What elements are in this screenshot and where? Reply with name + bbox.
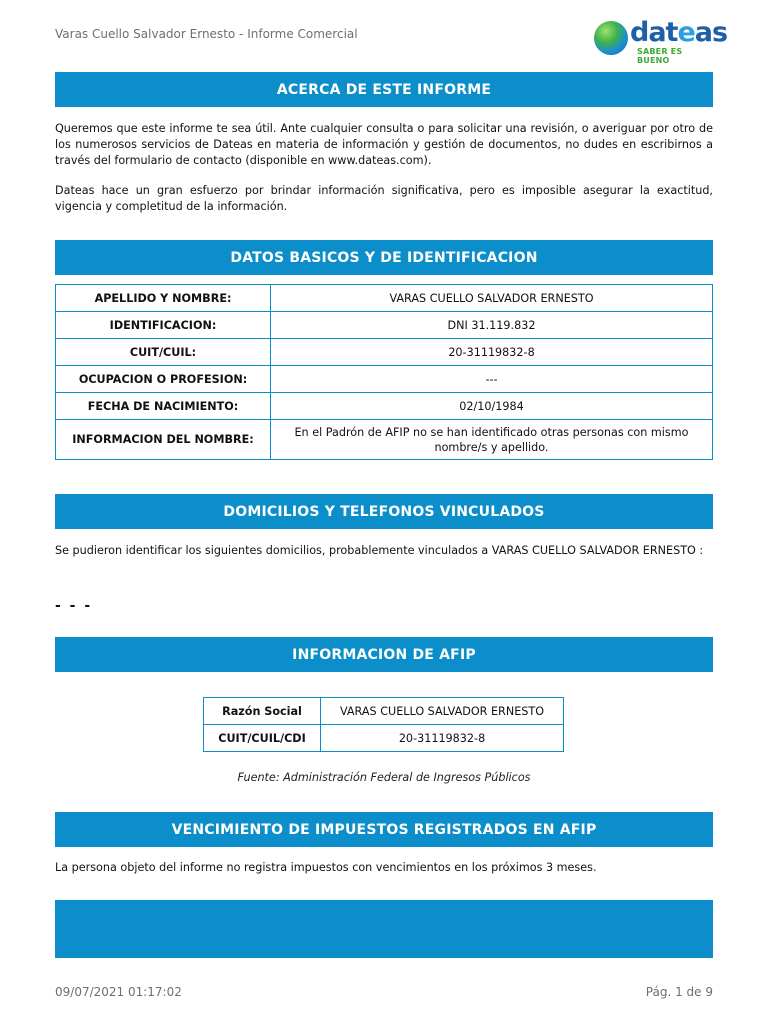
row-label: FECHA DE NACIMIENTO: (56, 393, 271, 420)
row-label: Razón Social (204, 698, 321, 725)
section-title-about: ACERCA DE ESTE INFORME (55, 72, 713, 107)
logo-tagline: SABER ES BUENO (637, 47, 683, 65)
row-label: IDENTIFICACION: (56, 312, 271, 339)
about-paragraph-1: Queremos que este informe te sea útil. Ante cualquier consulta o para solicitar una revisión, o averiguar por otro de los numerosos servicios de Dateas en materia de información y gestión de documentos, no dudes en escribirnos a través del formulario de contacto (disponible en www.dateas.com). (55, 122, 713, 167)
row-value: 20-31119832-8 (321, 725, 564, 752)
report-header-title: Varas Cuello Salvador Ernesto - Informe Comercial (55, 27, 358, 41)
table-row (204, 725, 564, 752)
basic-data-table (55, 284, 713, 460)
section-title-addresses: DOMICILIOS Y TELEFONOS VINCULADOS (55, 494, 713, 529)
row-label: OCUPACION O PROFESION: (56, 366, 271, 393)
table-row (56, 393, 713, 420)
addresses-empty-marker: - - - (55, 598, 93, 614)
logo-wordmark: dateas (630, 17, 728, 48)
row-value: VARAS CUELLO SALVADOR ERNESTO (321, 698, 564, 725)
about-paragraph-2: Dateas hace un gran esfuerzo por brindar información significativa, pero es imposible asegurar la exactitud, vigencia y completitud de la información. (55, 184, 713, 213)
row-value: DNI 31.119.832 (271, 312, 713, 339)
table-row (56, 420, 713, 460)
footer-timestamp: 09/07/2021 01:17:02 (55, 985, 182, 999)
addresses-text: Se pudieron identificar los siguientes domicilios, probablemente vinculados a VARAS CUELLO SALVADOR ERNESTO : (55, 544, 704, 557)
table-row (56, 312, 713, 339)
globe-icon (594, 21, 628, 55)
afip-table (203, 697, 564, 752)
section-banner-empty (55, 900, 713, 958)
row-value: 02/10/1984 (271, 393, 713, 420)
row-label: APELLIDO Y NOMBRE: (56, 285, 271, 312)
row-value: VARAS CUELLO SALVADOR ERNESTO (271, 285, 713, 312)
row-value: --- (271, 366, 713, 393)
footer-page-number: Pág. 1 de 9 (645, 985, 713, 999)
afip-source-note: Fuente: Administración Federal de Ingresos Públicos (237, 771, 531, 784)
table-row (56, 339, 713, 366)
row-label: CUIT/CUIL: (56, 339, 271, 366)
section-title-taxes: VENCIMIENTO DE IMPUESTOS REGISTRADOS EN AFIP (55, 812, 713, 847)
section-title-basic-data: DATOS BASICOS Y DE IDENTIFICACION (55, 240, 713, 275)
dateas-logo (594, 17, 728, 65)
table-row (204, 698, 564, 725)
section-title-afip: INFORMACION DE AFIP (55, 637, 713, 672)
table-row (56, 366, 713, 393)
taxes-text: La persona objeto del informe no registra impuestos con vencimientos en los próximos 3 meses. (55, 861, 597, 874)
row-value: 20-31119832-8 (271, 339, 713, 366)
row-value: En el Padrón de AFIP no se han identificado otras personas con mismo nombre/s y apellido. (271, 420, 713, 460)
table-row (56, 285, 713, 312)
row-label: INFORMACION DEL NOMBRE: (56, 420, 271, 460)
row-label: CUIT/CUIL/CDI (204, 725, 321, 752)
